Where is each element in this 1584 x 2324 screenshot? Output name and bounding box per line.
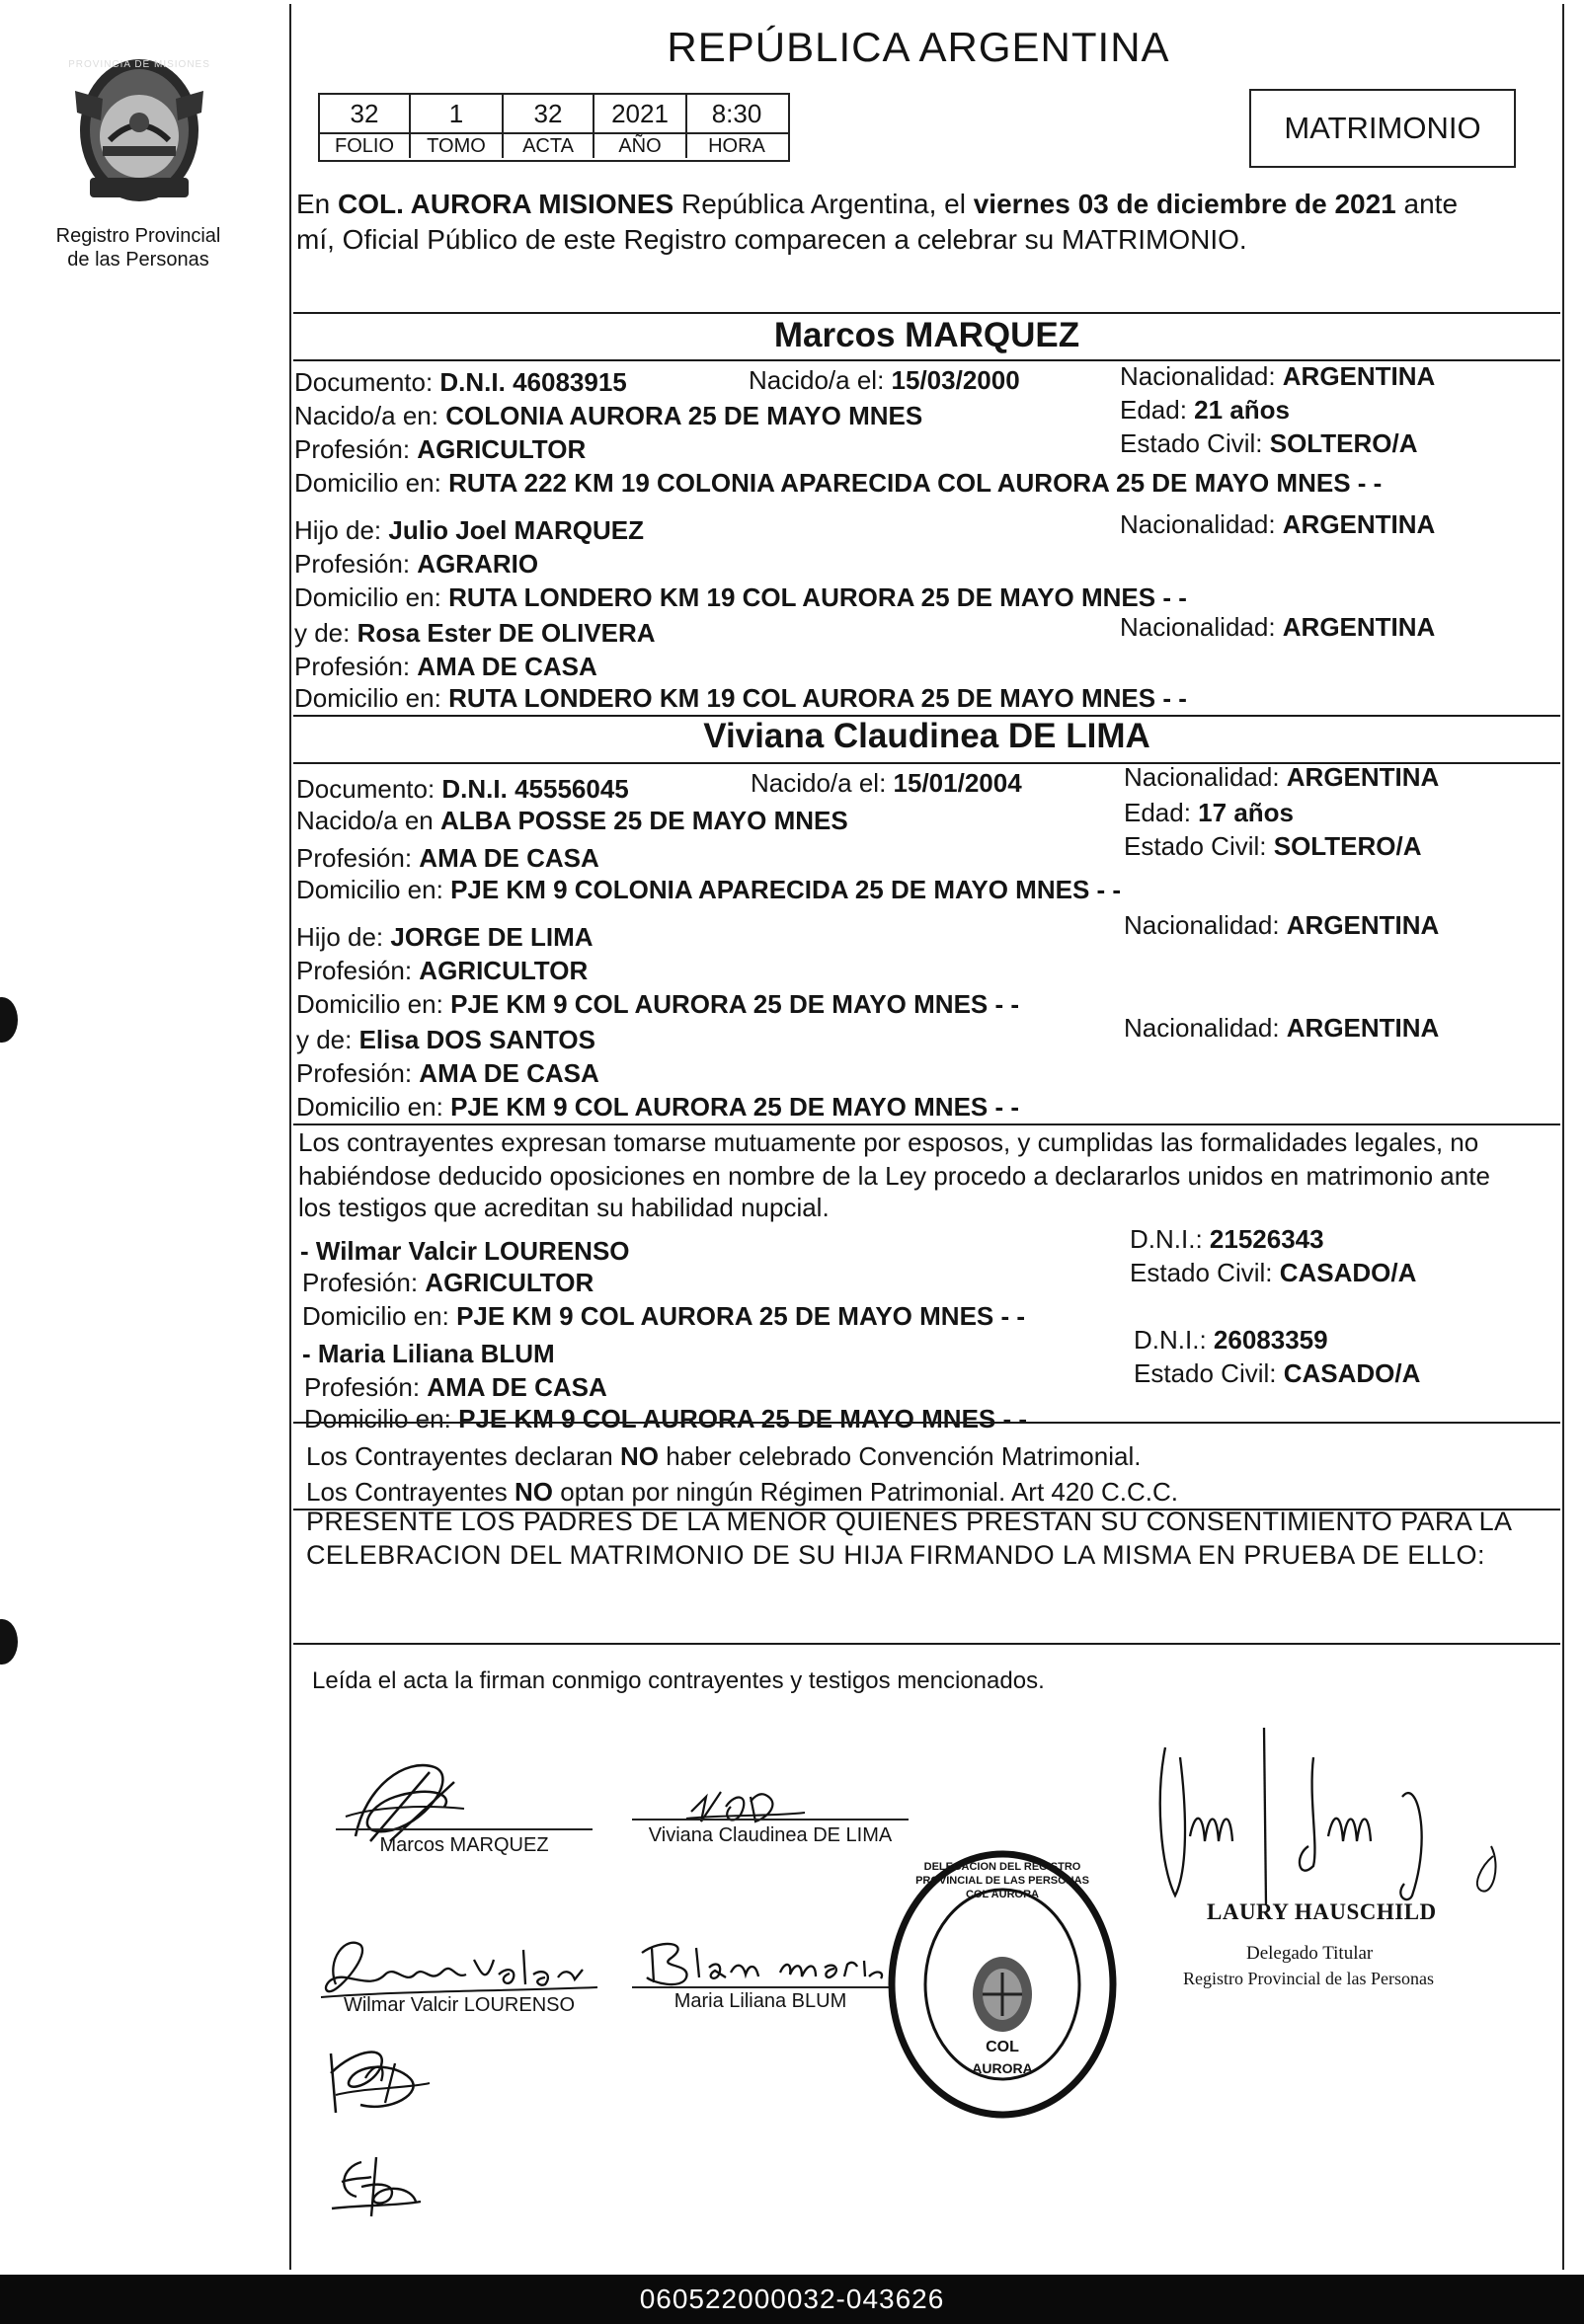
- consent-line-1: PRESENTE LOS PADRES DE LA MENOR QUIENES PRESTAN SU CONSENTIMIENTO PARA LA: [306, 1507, 1513, 1536]
- groom-name: Marcos MARQUEZ: [773, 316, 1080, 354]
- country-title: REPÚBLICA ARGENTINA: [667, 24, 1170, 70]
- tomo-value: 1: [411, 95, 504, 132]
- groom-father-domicile: Domicilio en: RUTA LONDERO KM 19 COL AURORA 25 DE MAYO MNES - -: [294, 582, 1187, 612]
- declaration-line-3: los testigos que acreditan su habilidad nupcial.: [298, 1193, 830, 1222]
- witness1-profession: Profesión: AGRICULTOR: [302, 1268, 594, 1297]
- groom-document: Documento: D.N.I. 46083915: [294, 367, 627, 397]
- witness2-dni: D.N.I.: 26083359: [1134, 1325, 1328, 1355]
- bride-name: Viviana Claudinea DE LIMA: [703, 717, 1150, 755]
- witness1-name: - Wilmar Valcir LOURENSO: [300, 1236, 630, 1266]
- intro-line-1: En COL. AURORA MISIONES República Argentina, el viernes 03 de diciembre de 2021 ante: [296, 189, 1459, 219]
- bride-father: Hijo de: JORGE DE LIMA: [296, 922, 594, 952]
- punch-hole-1: [0, 997, 18, 1043]
- bride-born-date: Nacido/a el: 15/01/2004: [751, 768, 1022, 798]
- groom-domicile: Domicilio en: RUTA 222 KM 19 COLONIA APARECIDA COL AURORA 25 DE MAYO MNES - -: [294, 468, 1383, 498]
- officer-title: Delegado Titular: [1246, 1943, 1374, 1964]
- doc-type-box: MATRIMONIO: [1249, 89, 1516, 168]
- regime-statement: Los Contrayentes NO optan por ningún Régimen Patrimonial. Art 420 C.C.C.: [306, 1477, 1179, 1507]
- anio-label: AÑO: [594, 134, 687, 158]
- witness2-name: - Maria Liliana BLUM: [302, 1339, 555, 1368]
- provincial-emblem: [65, 51, 213, 214]
- groom-civil-status: Estado Civil: SOLTERO/A: [1120, 428, 1418, 458]
- groom-mother: y de: Rosa Ester DE OLIVERA: [294, 618, 656, 648]
- bride-father-domicile: Domicilio en: PJE KM 9 COL AURORA 25 DE MAYO MNES - -: [296, 989, 1020, 1019]
- groom-mother-profession: Profesión: AMA DE CASA: [294, 652, 597, 681]
- intro-line-2: mí, Oficial Público de este Registro comparecen a celebrar su MATRIMONIO.: [296, 224, 1247, 255]
- groom-father-profession: Profesión: AGRARIO: [294, 549, 539, 579]
- groom-born-date: Nacido/a el: 15/03/2000: [749, 365, 1020, 395]
- parent-signature-2: [322, 2147, 431, 2226]
- hora-label: HORA: [708, 135, 765, 157]
- witness2-profession: Profesión: AMA DE CASA: [304, 1372, 607, 1402]
- divider-5: [293, 1123, 1560, 1125]
- declaration-line-1: Los contrayentes expresan tomarse mutuamente por esposos, y cumplidas las formalidades legales, no: [298, 1127, 1479, 1157]
- declaration-line-2: habiéndose deducido oposiciones en nombre de la Ley procedo a declararlos unidos en matrimonio ante: [298, 1161, 1490, 1191]
- witness2-signature-line: [632, 1986, 889, 1988]
- divider-1: [293, 312, 1560, 314]
- bride-nationality: Nacionalidad: ARGENTINA: [1124, 762, 1440, 792]
- groom-age: Edad: 21 años: [1120, 395, 1290, 425]
- record-info-table: [318, 93, 790, 162]
- divider-6: [293, 1422, 1560, 1424]
- witness1-signature-name: Wilmar Valcir LOURENSO: [343, 1994, 576, 2016]
- groom-father: Hijo de: Julio Joel MARQUEZ: [294, 515, 644, 545]
- bride-profession: Profesión: AMA DE CASA: [296, 843, 599, 873]
- closing-statement: Leída el acta la firman conmigo contrayentes y testigos mencionados.: [312, 1667, 1045, 1694]
- witness2-civil-status: Estado Civil: CASADO/A: [1134, 1358, 1421, 1388]
- registry-label-2: de las Personas: [67, 249, 209, 271]
- registry-label-1: Registro Provincial: [55, 225, 221, 247]
- groom-mother-domicile: Domicilio en: RUTA LONDERO KM 19 COL AURORA 25 DE MAYO MNES - -: [294, 683, 1187, 713]
- folio-value: 32: [320, 95, 411, 132]
- consent-line-2: CELEBRACION DEL MATRIMONIO DE SU HIJA FIRMANDO LA MISMA EN PRUEBA DE ELLO:: [306, 1540, 1485, 1570]
- groom-signature-name: Marcos MARQUEZ: [379, 1834, 549, 1856]
- bride-mother: y de: Elisa DOS SANTOS: [296, 1025, 595, 1054]
- groom-nationality: Nacionalidad: ARGENTINA: [1120, 361, 1436, 391]
- punch-hole-2: [0, 1619, 18, 1665]
- bride-mother-domicile: Domicilio en: PJE KM 9 COL AURORA 25 DE MAYO MNES - -: [296, 1092, 1020, 1122]
- witness2-signature-name: Maria Liliana BLUM: [673, 1990, 847, 2012]
- groom-birthplace: Nacido/a en: COLONIA AURORA 25 DE MAYO MNES: [294, 401, 923, 430]
- bride-document: Documento: D.N.I. 45556045: [296, 774, 629, 804]
- footer-bar: [0, 2275, 1584, 2324]
- emblem-text: PROVINCIA DE MISIONES: [68, 59, 210, 70]
- convention-statement: Los Contrayentes declaran NO haber celebrado Convención Matrimonial.: [306, 1441, 1142, 1471]
- witness1-domicile: Domicilio en: PJE KM 9 COL AURORA 25 DE MAYO MNES - -: [302, 1301, 1026, 1331]
- groom-mother-nationality: Nacionalidad: ARGENTINA: [1120, 612, 1436, 642]
- hora-value: 8:30: [711, 99, 762, 128]
- acta-label: ACTA: [504, 134, 594, 158]
- officer-signature: [1136, 1718, 1531, 1915]
- official-seal: [884, 1846, 1121, 2123]
- bride-father-profession: Profesión: AGRICULTOR: [296, 956, 589, 985]
- tomo-label: TOMO: [411, 134, 504, 158]
- parent-signature-1: [316, 2034, 444, 2123]
- svg-text:AURORA: AURORA: [972, 2060, 1033, 2076]
- footer-code: 060522000032-043626: [639, 2284, 945, 2314]
- bride-civil-status: Estado Civil: SOLTERO/A: [1124, 831, 1422, 861]
- bride-father-nationality: Nacionalidad: ARGENTINA: [1124, 910, 1440, 940]
- svg-text:COL: COL: [986, 2039, 1019, 2055]
- bride-birthplace: Nacido/a en ALBA POSSE 25 DE MAYO MNES: [296, 806, 848, 835]
- groom-signature-line: [336, 1828, 593, 1830]
- anio-value: 2021: [594, 95, 687, 132]
- folio-label: FOLIO: [320, 134, 411, 158]
- bride-mother-nationality: Nacionalidad: ARGENTINA: [1124, 1013, 1440, 1043]
- bride-domicile: Domicilio en: PJE KM 9 COLONIA APARECIDA 25 DE MAYO MNES - -: [296, 875, 1122, 904]
- bride-signature-name: Viviana Claudinea DE LIMA: [648, 1824, 893, 1846]
- bride-age: Edad: 17 años: [1124, 798, 1294, 827]
- bride-mother-profession: Profesión: AMA DE CASA: [296, 1058, 599, 1088]
- witness2-domicile: Domicilio en: PJE KM 9 COL AURORA 25 DE MAYO MNES - -: [304, 1404, 1028, 1433]
- officer-name: LAURY HAUSCHILD: [1207, 1899, 1437, 1924]
- acta-value: 32: [504, 95, 594, 132]
- groom-father-nationality: Nacionalidad: ARGENTINA: [1120, 509, 1436, 539]
- seal-text: DELEGACION DEL REGISTRO PROVINCIAL DE LAS PERSONAS COL AURORA: [915, 1861, 1089, 1900]
- witness1-dni: D.N.I.: 21526343: [1130, 1224, 1324, 1254]
- officer-org: Registro Provincial de las Personas: [1183, 1969, 1434, 1988]
- divider-8: [293, 1643, 1560, 1645]
- groom-profession: Profesión: AGRICULTOR: [294, 434, 587, 464]
- witness1-civil-status: Estado Civil: CASADO/A: [1130, 1258, 1417, 1287]
- bride-signature-line: [632, 1819, 909, 1820]
